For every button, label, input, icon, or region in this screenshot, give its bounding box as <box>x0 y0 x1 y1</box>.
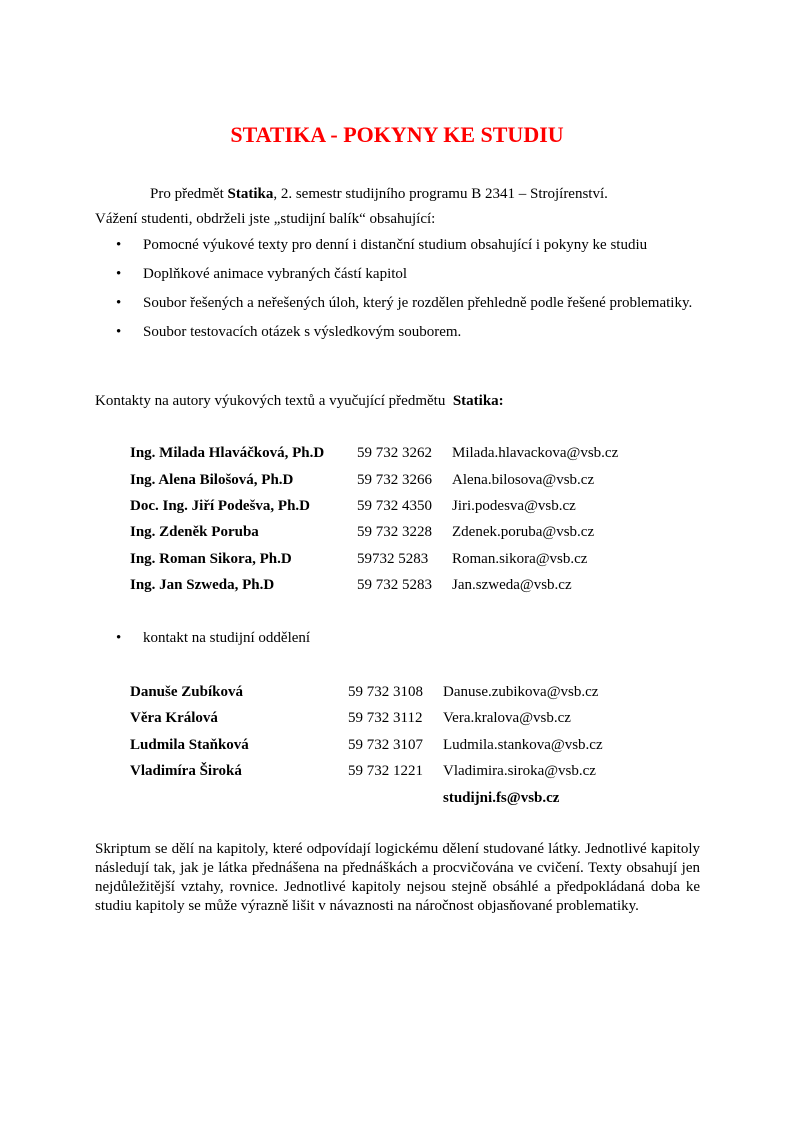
list-item-text: Soubor testovacích otázek s výsledkovým souborem. <box>143 324 462 340</box>
list-item <box>95 236 715 255</box>
bullet-icon: • <box>116 266 122 282</box>
contact-phone: 59 732 3112 <box>348 710 423 726</box>
list-item <box>95 265 715 284</box>
package-contents-list <box>95 236 715 352</box>
page-title: STATIKA - POKYNY KE STUDIU <box>230 122 564 147</box>
contact-name: Ing. Roman Sikora, Ph.D <box>130 551 292 567</box>
contact-email[interactable]: Milada.hlavackova@vsb.cz <box>452 445 619 461</box>
closing-paragraph: Skriptum se dělí na kapitoly, které odpovídají logickému dělení studované látky. Jednotlivé kapitoly následují tak, jak je látka přednášena na přednáškách a procvičována ve cvičení. Texty obsahují jen nejdůležitější vztahy, rovnice. Jednotlivé kapitoly nejsou stejně obsáhlé a předpokládaná doba ke studiu kapitoly se může výrazně lišit v návaznosti na náročnost objasňované problematiky. <box>95 841 700 914</box>
intro-subject: Statika <box>227 186 274 202</box>
intro-prefix: Pro předmět <box>150 186 228 202</box>
contact-phone: 59 732 3108 <box>348 684 423 700</box>
contact-email[interactable]: Alena.bilosova@vsb.cz <box>452 472 595 488</box>
contact-phone: 59 732 4350 <box>357 498 432 514</box>
greeting-line: Vážení studenti, obdrželi jste „studijní balík“ obsahující: <box>95 211 436 227</box>
contact-phone: 59 732 1221 <box>348 763 423 779</box>
bullet-icon: • <box>116 324 122 340</box>
contact-phone: 59 732 3262 <box>357 445 432 461</box>
intro-line <box>150 185 608 203</box>
list-item-text: Pomocné výukové texty pro denní i distanční studium obsahující i pokyny ke studiu <box>143 237 648 253</box>
contact-phone: 59 732 3107 <box>348 737 423 753</box>
intro-suffix: , 2. semestr studijního programu B 2341 – Strojírenství. <box>273 186 608 202</box>
contact-name: Ing. Zdeněk Poruba <box>130 524 259 540</box>
contact-email[interactable]: Vladimira.siroka@vsb.cz <box>443 763 596 779</box>
contact-email[interactable]: Zdenek.poruba@vsb.cz <box>452 524 595 540</box>
bullet-icon: • <box>116 295 122 311</box>
contact-phone: 59 732 5283 <box>357 577 432 593</box>
contact-email[interactable]: Jiri.podesva@vsb.cz <box>452 498 576 514</box>
contact-name: Ludmila Staňková <box>130 737 249 753</box>
bullet-icon: • <box>116 630 122 646</box>
contact-email[interactable]: Vera.kralova@vsb.cz <box>443 710 571 726</box>
list-item <box>95 294 715 313</box>
contact-email[interactable]: Roman.sikora@vsb.cz <box>452 551 588 567</box>
contacts-heading-text: Kontakty na autory výukových textů a vyučující předmětu <box>95 393 446 409</box>
contact-name: Danuše Zubíková <box>130 684 243 700</box>
bullet-icon: • <box>116 237 122 253</box>
contact-email[interactable]: Danuse.zubikova@vsb.cz <box>443 684 599 700</box>
contact-email[interactable]: Ludmila.stankova@vsb.cz <box>443 737 603 753</box>
study-office-email[interactable]: studijni.fs@vsb.cz <box>443 790 560 806</box>
list-item <box>95 323 715 342</box>
contact-phone: 59 732 3228 <box>357 524 432 540</box>
contact-name: Ing. Alena Bilošová, Ph.D <box>130 472 294 488</box>
list-item-text: Soubor řešených a neřešených úloh, který je rozdělen přehledně podle řešené problematiky. <box>143 295 693 311</box>
contact-name: Vladimíra Široká <box>130 763 242 779</box>
contacts-heading-subject: Statika: <box>452 393 504 409</box>
contact-phone: 59 732 3266 <box>357 472 432 488</box>
contact-phone: 59732 5283 <box>357 551 429 567</box>
contact-name: Ing. Jan Szweda, Ph.D <box>130 577 275 593</box>
contact-name: Doc. Ing. Jiří Podešva, Ph.D <box>130 498 310 514</box>
contact-email[interactable]: Jan.szweda@vsb.cz <box>452 577 572 593</box>
list-item-text: Doplňkové animace vybraných částí kapitol <box>143 266 408 282</box>
office-contact-label: kontakt na studijní oddělení <box>143 630 311 646</box>
contact-name: Ing. Milada Hlaváčková, Ph.D <box>130 445 325 461</box>
contact-name: Věra Králová <box>130 710 218 726</box>
contacts-heading <box>95 392 504 410</box>
